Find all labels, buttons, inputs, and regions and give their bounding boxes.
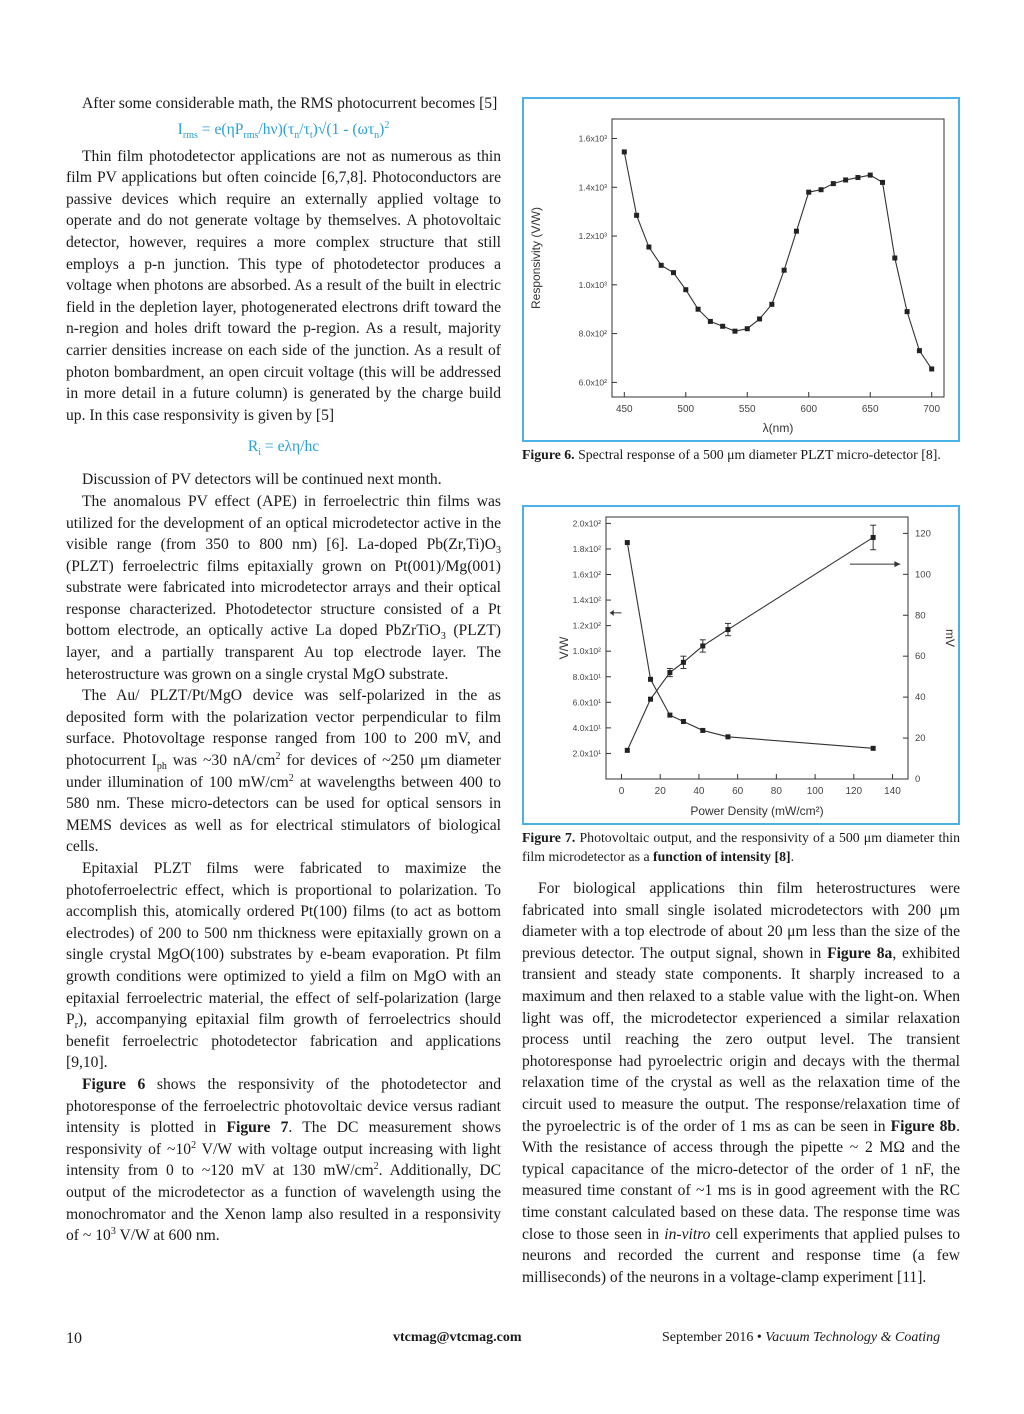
y-tick-label: 1.4x10³ — [578, 182, 607, 193]
voltage-line — [627, 537, 873, 750]
left-axis-arrowhead — [610, 610, 614, 616]
paragraph: Thin film photodetector applications are not as numerous as thin film PV applications but often coincide [6,7,8]. Photoconductors are passive devices which require an externally applied voltage to operate and do not generate voltage by themselves. A photovoltaic detector, however, requires a more complex structure that still employs a p-n junction. This type of photodetector produces a voltage when photons are absorbed. As a result of the built in electric field in the depletion layer, photogenerated electrons drift toward the n-region and holes drift toward the p-region. As a result, majority carrier densities increase on each side of the junction. As a result of photon bombardment, an open circuit voltage (this will be addressed in more detail in a future column) is generated by the charge build up. In this case responsivity is given by [5] — [66, 147, 501, 424]
data-point — [708, 319, 713, 324]
x-tick-label: 60 — [732, 786, 744, 797]
plot-area — [606, 517, 908, 779]
x-tick-label: 140 — [884, 786, 901, 797]
x-tick-label: 120 — [845, 786, 863, 797]
right-column — [522, 878, 960, 1288]
page-number: 10 — [66, 1330, 82, 1347]
data-point — [622, 149, 627, 154]
y-tick-label: 1.2x10³ — [578, 231, 607, 242]
data-point — [855, 175, 860, 180]
x-tick-label: 550 — [738, 404, 756, 415]
paragraph: Epitaxial PLZT films were fabricated to maximize the photoferroelectric effect, which is proportional to polarization. To accomplish this, atomically ordered Pt(100) films (to act as bottom electrodes) of 200 to 500 nm thickness were epitaxially grown on a single crystal MgO(100) substrates by e-beam evaporation. Pt film growth conditions were optimized to yield a film on MgO with an epitaxial ferroelectric material, the effect of self-polarization (large $P_r$), accompanying epitaxial film growth of ferroelectrics should benefit ferroelectric photodetector fabrication and applications [9,10]. — [66, 860, 501, 1072]
y-tick-label: 1.4x10² — [572, 595, 601, 606]
y2-tick-label: 80 — [915, 610, 926, 622]
footer-issue: September 2016 • Vacuum Technology & Coating — [662, 1330, 941, 1345]
y2-tick-label: 40 — [915, 692, 926, 704]
data-point — [769, 302, 774, 307]
figure-7-caption: Figure 7. Photovoltaic output, and the responsivity of a 500 μm diameter thin film microdetector as a function of intensity [8]. — [522, 830, 960, 864]
x-tick-label: 450 — [615, 404, 633, 415]
data-point — [917, 348, 922, 353]
voltage-point — [700, 643, 705, 648]
data-point — [757, 316, 762, 321]
y-tick-label: 4.0x10¹ — [572, 722, 601, 733]
x-tick-label: 500 — [677, 404, 695, 415]
data-point — [819, 187, 824, 192]
x-tick-label: 80 — [770, 786, 782, 797]
data-point — [671, 270, 676, 275]
figure-6-frame — [522, 97, 960, 442]
data-point — [634, 213, 639, 218]
x-tick-label: 700 — [923, 404, 941, 415]
paragraph: Figure 6 shows the responsivity of the photodetector and photoresponse of the ferroelectric photovoltaic device versus radiant intensity is plotted in Figure 7. The DC measurement shows responsivity of $\sim 10^2$ V/W with voltage output increasing with light intensity from 0 to ~120 mV at 130 $mW/cm^2$. Additionally, DC output of the microdetector as a function of wavelength using the monochromator and the Xenon lamp also resulted in a responsivity of ~ $10^3$ V/W at 600 nm. — [66, 1075, 501, 1245]
responsivity-point — [625, 540, 630, 545]
voltage-point — [667, 670, 672, 675]
x-axis-label: λ(nm) — [762, 421, 794, 435]
data-point — [646, 245, 651, 250]
voltage-point — [625, 748, 630, 753]
y2-tick-label: 120 — [915, 528, 931, 540]
responsivity-line — [624, 152, 931, 369]
y-tick-label: 2.0x10² — [572, 518, 601, 529]
x-tick-label: 40 — [693, 786, 705, 797]
responsivity-point — [871, 746, 876, 751]
figure-6-caption: Figure 6. Spectral response of a 500 μm diameter PLZT micro-detector [8]. — [522, 447, 941, 462]
responsivity-line — [627, 543, 873, 749]
responsivity-point — [700, 728, 705, 733]
data-point — [880, 180, 885, 185]
y-tick-label: 6.0x10¹ — [572, 697, 601, 708]
x-axis-label: Power Density (mW/cm²) — [690, 804, 824, 818]
y2-tick-label: 60 — [915, 651, 926, 663]
voltage-point — [871, 535, 876, 540]
y-tick-label: 1.8x10² — [572, 543, 601, 554]
data-point — [905, 309, 910, 314]
equation-irms: $I_{rms} = e(\eta P_{rms}/h\nu)(\tau_n/\tau_t)√(1 - (\omega\tau_n)^2$ — [177, 119, 390, 141]
data-point — [843, 177, 848, 182]
y2-tick-label: 20 — [915, 733, 926, 745]
y2-tick-label: 0 — [915, 774, 921, 785]
paragraph: After some considerable math, the RMS photocurrent becomes [5] — [82, 95, 498, 112]
responsivity-point — [681, 719, 686, 724]
y-axis-label: V/W — [557, 636, 571, 660]
y2-tick-label: 100 — [915, 569, 931, 581]
voltage-point — [681, 660, 686, 665]
y-tick-label: 1.6x10² — [572, 569, 601, 580]
y-tick-label: 1.0x10² — [572, 646, 601, 657]
data-point — [732, 329, 737, 334]
data-point — [659, 263, 664, 268]
voltage-point — [725, 627, 730, 632]
figure-6-chart — [524, 99, 958, 440]
data-point — [683, 287, 688, 292]
y-tick-label: 1.2x10² — [572, 620, 601, 631]
footer-email: vtcmag@vtcmag.com — [393, 1330, 522, 1345]
paragraph: Discussion of PV detectors will be continued next month. — [82, 471, 442, 489]
data-point — [782, 268, 787, 273]
left-column — [66, 93, 501, 1247]
data-point — [831, 181, 836, 186]
paragraph: The Au/ PLZT/Pt/MgO device was self-polarized in the as deposited form with the polarization vector perpendicular to film surface. Photovoltage response ranged from 100 to 200 mV, and photocurrent $I_{ph}$ was ~30 $nA/cm^2$ for devices of ~250 μm diameter under illumination of 100 $mW/cm^2$ at wavelengths between 400 to 580 nm. These micro-detectors can be used for optical sensors in MEMS devices as well as for electrical stimulators of biological cells. — [66, 687, 501, 856]
y-tick-label: 2.0x10¹ — [572, 748, 601, 759]
x-tick-label: 650 — [861, 404, 879, 415]
y-tick-label: 1.0x10³ — [578, 279, 607, 290]
responsivity-point — [725, 734, 730, 739]
figure-7-frame — [522, 505, 960, 825]
data-point — [868, 173, 873, 178]
voltage-point — [648, 697, 653, 702]
equation-ri: $R_i = e\lambda\eta/hc$ — [247, 438, 320, 459]
x-tick-label: 100 — [806, 786, 824, 797]
x-tick-label: 600 — [800, 404, 818, 415]
responsivity-point — [667, 713, 672, 718]
paragraph: For biological applications thin film heterostructures were fabricated into small single isolated microdetectors with 200 μm diameter with a top electrode of about 20 μm less than the size of the previous detector. The output signal, shown in Figure 8a, exhibited transient and steady state components. It sharply increased to a maximum and then relaxed to a stable value with the light-on. When light was off, the microdetector experienced a similar relaxation process until reaching the zero output level. The transient photoresponse had pyroelectric origin and decays with the thermal relaxation time of the crystal as well as the relaxation time of the circuit used to measure the output. The response/relaxation time of the pyroelectric is of the order of 1 ms as can be seen in Figure 8b. With the resistance of access through the pipette ~ 2 MΩ and the typical capacitance of the micro-detector of the order of 1 nF, the measured time constant of ~1 ms is in good agreement with the RC time constant calculated based on these data. The response time was close to those seen in in-vitro cell experiments that applied pulses to neurons and recorded the current and response time (a few milliseconds) of the neurons in a voltage-clamp experiment [11]. — [522, 880, 960, 1286]
y-tick-label: 1.6x10³ — [578, 133, 607, 144]
data-point — [696, 307, 701, 312]
y-tick-label: 8.0x10² — [578, 328, 607, 339]
right-axis-arrowhead — [894, 561, 900, 567]
paragraph: The anomalous PV effect (APE) in ferroelectric thin films was utilized for the development of an optical microdetector active in the visible range (from 350 to 800 nm) [6]. La-doped $Pb(Zr,Ti)O_3$ (PLZT) ferroelectric films epitaxially grown on Pt(001)/Mg(001) substrate were fabricated into microdetector arrays and their optical response characterized. Photodetector structure consisted of a Pt bottom electrode, an optically active La doped PbZrTiO$_3$ (PLZT) layer, and a partially transparent Au top electrode layer. The heterostructure was grown on a single crystal MgO substrate. — [66, 492, 501, 683]
data-point — [892, 256, 897, 261]
figure-7-chart — [524, 507, 958, 823]
y-tick-label: 6.0x10² — [578, 377, 607, 388]
y2-axis-label: mV — [943, 629, 957, 647]
x-tick-label: 20 — [654, 786, 666, 797]
y-tick-label: 8.0x10¹ — [572, 671, 601, 682]
x-tick-label: 0 — [618, 786, 625, 797]
data-point — [794, 229, 799, 234]
data-point — [806, 190, 811, 195]
data-point — [745, 326, 750, 331]
responsivity-point — [648, 677, 653, 682]
data-point — [720, 324, 725, 329]
data-point — [929, 366, 934, 371]
y-axis-label: Responsivity (V/W) — [529, 206, 543, 310]
